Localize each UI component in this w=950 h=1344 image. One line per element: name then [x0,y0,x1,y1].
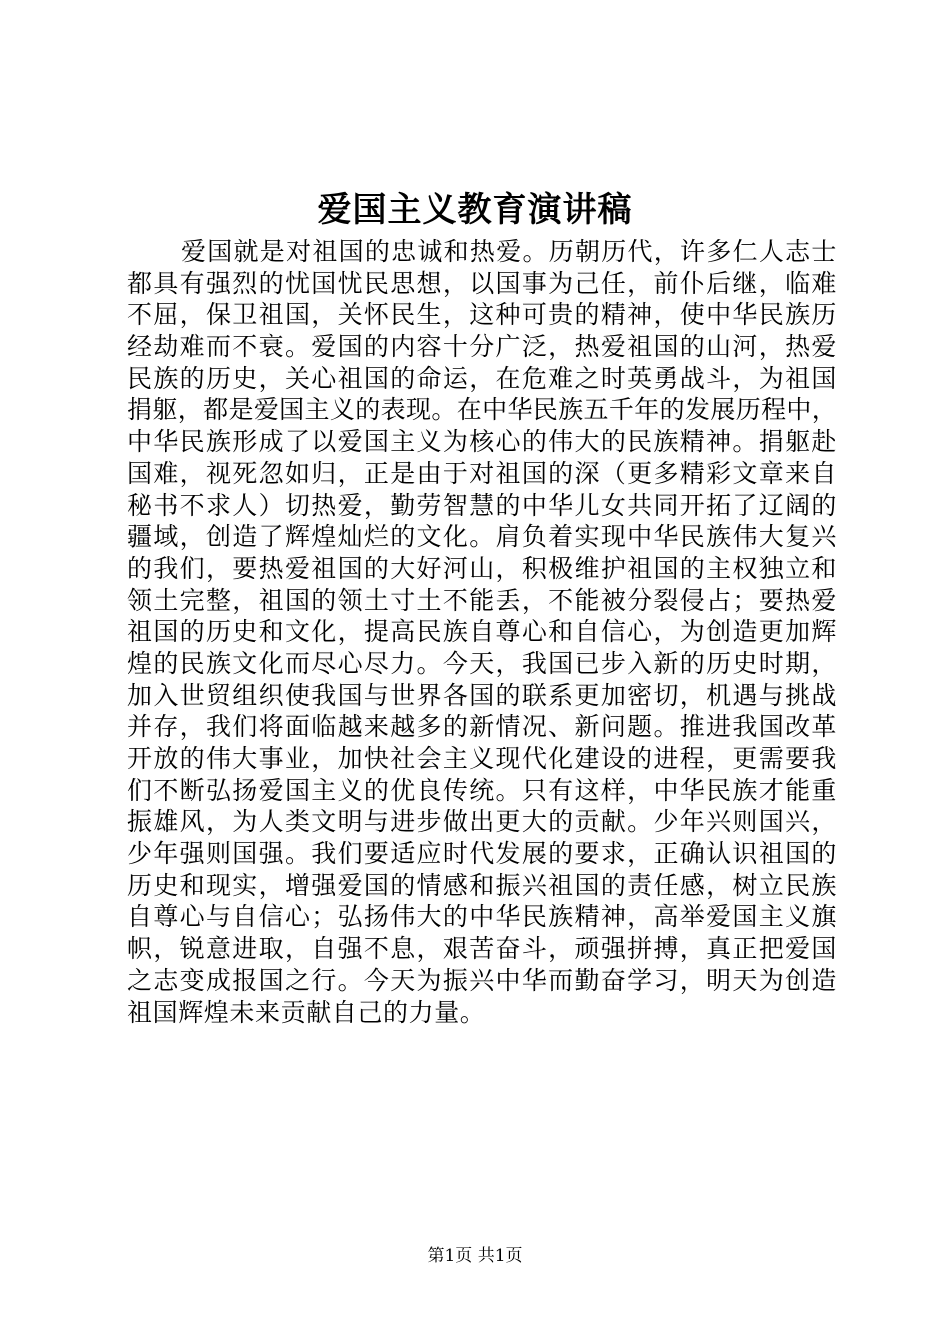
body-line: 祖国辉煌未来贡献自己的力量。 [127,997,486,1027]
body-line: 经劫难而不衰。爱国的内容十分广泛，热爱祖国的山河，热爱 [127,332,837,362]
body-line: 煌的民族文化而尽心尽力。今天，我国已步入新的历史时期， [127,648,837,678]
body-line: 帜，锐意进取，自强不息，艰苦奋斗，顽强拼搏，真正把爱国 [127,934,837,964]
body-line: 民族的历史，关心祖国的命运，在危难之时英勇战斗，为祖国 [127,363,837,393]
body-line: 中华民族形成了以爱国主义为核心的伟大的民族精神。捐躯赴 [127,427,837,457]
page-number-footer: 第1页 共1页 [427,1246,523,1266]
body-line: 少年强则国强。我们要适应时代发展的要求，正确认识祖国的 [127,839,837,869]
body-line: 秘书不求人）切热爱，勤劳智慧的中华儿女共同开拓了辽阔的 [127,490,837,520]
body-line: 捐躯，都是爱国主义的表现。在中华民族五千年的发展历程中， [127,395,837,425]
body-line: 振雄风，为人类文明与进步做出更大的贡献。少年兴则国兴， [127,807,837,837]
body-line: 国难，视死忽如归，正是由于对祖国的深（更多精彩文章来自 [127,458,837,488]
document-body [127,236,837,1028]
body-line: 领土完整，祖国的领土寸土不能丢，不能被分裂侵占；要热爱 [127,585,837,615]
body-line: 不屈，保卫祖国，关怀民生，这种可贵的精神，使中华民族历 [127,300,837,330]
body-line: 之志变成报国之行。今天为振兴中华而勤奋学习，明天为创造 [127,965,837,995]
body-line: 们不断弘扬爱国主义的优良传统。只有这样，中华民族才能重 [127,775,837,805]
body-line: 历史和现实，增强爱国的情感和振兴祖国的责任感，树立民族 [127,870,837,900]
body-line: 并存，我们将面临越来越多的新情况、新问题。推进我国改革 [127,712,837,742]
body-line: 自尊心与自信心；弘扬伟大的中华民族精神，高举爱国主义旗 [127,902,837,932]
body-line: 爱国就是对祖国的忠诚和热爱。历朝历代，许多仁人志士 [181,237,837,266]
document-title: 爱国主义教育演讲稿 [317,190,633,230]
body-line: 加入世贸组织使我国与世界各国的联系更加密切，机遇与挑战 [127,680,837,710]
body-line: 的我们，要热爱祖国的大好河山，积极维护祖国的主权独立和 [127,553,837,583]
body-line: 疆域，创造了辉煌灿烂的文化。肩负着实现中华民族伟大复兴 [127,522,837,552]
body-line: 祖国的历史和文化，提高民族自尊心和自信心，为创造更加辉 [127,617,837,647]
body-line: 开放的伟大事业，加快社会主义现代化建设的进程，更需要我 [127,744,837,773]
body-line: 都具有强烈的忧国忧民思想，以国事为己任，前仆后继，临难 [127,268,837,298]
